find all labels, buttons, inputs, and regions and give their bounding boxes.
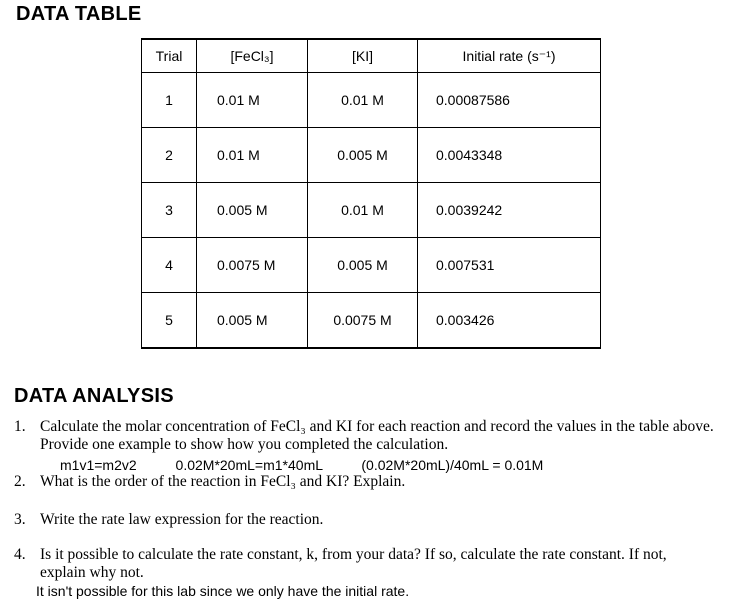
- rate-cell: 0.0043348: [418, 128, 601, 183]
- fecl3-cell: 0.005 M: [197, 293, 308, 349]
- question-text: What is the order of the reaction in FeCl₃ and KI? Explain.: [40, 473, 406, 490]
- table-row: [142, 293, 601, 349]
- answer-4: It isn't possible for this lab since we only have the initial rate.: [36, 583, 410, 599]
- ki-cell: 0.0075 M: [308, 293, 418, 349]
- question-2: [14, 473, 720, 491]
- table-row: [142, 73, 601, 128]
- column-header-fecl3: [FeCl₃]: [197, 39, 308, 73]
- column-header-trial: Trial: [142, 39, 197, 73]
- ki-cell: 0.01 M: [308, 183, 418, 238]
- table-row: [142, 238, 601, 293]
- column-header-ki: [KI]: [308, 39, 418, 73]
- trial-cell: 2: [142, 128, 197, 183]
- question-1: [14, 418, 720, 454]
- fecl3-cell: 0.01 M: [197, 73, 308, 128]
- ki-cell: 0.01 M: [308, 73, 418, 128]
- question-text: Is it possible to calculate the rate constant, k, from your data? If so, calculate the rate constant. If not, explain why not.: [40, 546, 667, 581]
- fecl3-cell: 0.005 M: [197, 183, 308, 238]
- fecl3-cell: 0.0075 M: [197, 238, 308, 293]
- question-4: [14, 546, 680, 582]
- trial-cell: 5: [142, 293, 197, 349]
- data-analysis-heading: DATA ANALYSIS: [14, 385, 174, 407]
- rate-cell: 0.0039242: [418, 183, 601, 238]
- rate-cell: 0.007531: [418, 238, 601, 293]
- question-3: [14, 511, 720, 529]
- question-text: Write the rate law expression for the reaction.: [40, 511, 324, 528]
- table-row: [142, 183, 601, 238]
- data-table-heading: DATA TABLE: [16, 3, 142, 25]
- data-table: [141, 38, 601, 349]
- ki-cell: 0.005 M: [308, 238, 418, 293]
- ki-cell: 0.005 M: [308, 128, 418, 183]
- question-number: 1.: [14, 418, 26, 435]
- trial-cell: 3: [142, 183, 197, 238]
- answer-1: m1v1=m2v2 0.02M*20mL=m1*40mL (0.02M*20mL)/40mL = 0.01M: [60, 457, 544, 473]
- table-row: [142, 128, 601, 183]
- fecl3-cell: 0.01 M: [197, 128, 308, 183]
- column-header-initial-rate: Initial rate (s⁻¹): [418, 39, 601, 73]
- table-header-row: [142, 39, 601, 73]
- question-text: Calculate the molar concentration of FeCl₃ and KI for each reaction and record the values in the table above. Provide one example to show how you completed the calculation.: [40, 418, 714, 453]
- question-number: 3.: [14, 511, 26, 528]
- trial-cell: 1: [142, 73, 197, 128]
- question-number: 2.: [14, 473, 26, 490]
- question-number: 4.: [14, 546, 26, 563]
- trial-cell: 4: [142, 238, 197, 293]
- rate-cell: 0.00087586: [418, 73, 601, 128]
- rate-cell: 0.003426: [418, 293, 601, 349]
